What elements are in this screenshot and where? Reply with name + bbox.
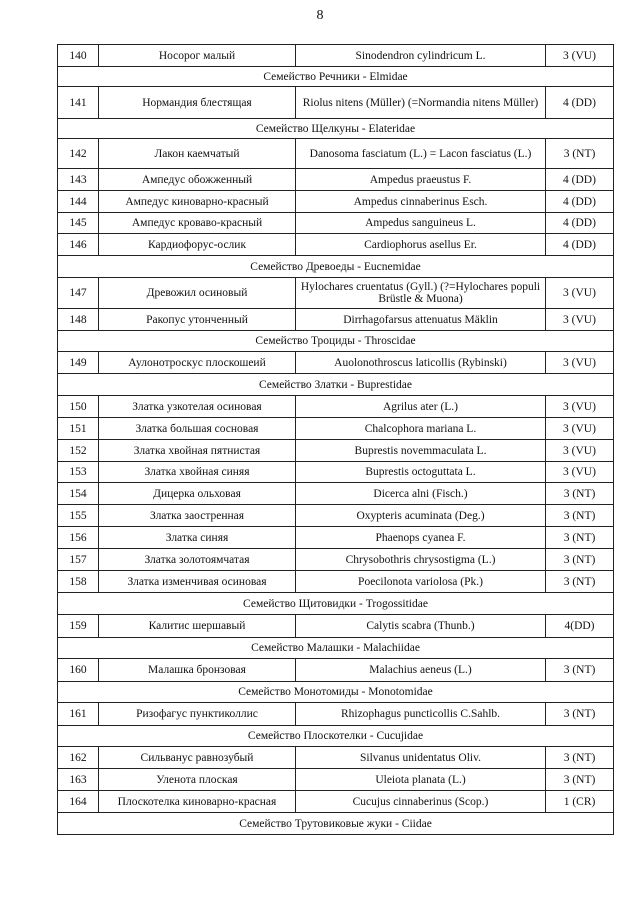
- species-row: [58, 659, 614, 682]
- species-number: 160: [58, 659, 99, 682]
- family-header-row: [58, 638, 614, 659]
- conservation-status: 3 (NT): [546, 139, 614, 169]
- conservation-status: 3 (VU): [546, 462, 614, 483]
- species-row: [58, 703, 614, 726]
- species-row: [58, 571, 614, 593]
- species-row: [58, 45, 614, 67]
- species-number: 162: [58, 747, 99, 769]
- conservation-status: 3 (NT): [546, 747, 614, 769]
- species-number: 141: [58, 87, 99, 119]
- species-russian-name: Златка хвойная синяя: [99, 462, 296, 483]
- species-number: 156: [58, 527, 99, 549]
- species-latin-name: Uleiota planata (L.): [296, 769, 546, 791]
- species-row: [58, 396, 614, 418]
- red-book-species-table: [57, 44, 614, 835]
- conservation-status: 3 (VU): [546, 45, 614, 67]
- species-latin-name: Poecilonota variolosa (Pk.): [296, 571, 546, 593]
- species-number: 147: [58, 278, 99, 309]
- species-number: 159: [58, 615, 99, 638]
- conservation-status: 3 (VU): [546, 278, 614, 309]
- species-russian-name: Ракопус утонченный: [99, 309, 296, 331]
- species-row: [58, 213, 614, 234]
- species-latin-name: Chalcophora mariana L.: [296, 418, 546, 440]
- family-header-row: [58, 331, 614, 352]
- family-name: Семейство Щитовидки - Trogossitidae: [58, 593, 614, 615]
- species-latin-name: Ampedus praeustus F.: [296, 169, 546, 191]
- species-latin-name: Cardiophorus asellus Er.: [296, 234, 546, 256]
- species-russian-name: Носорог малый: [99, 45, 296, 67]
- conservation-status: 4 (DD): [546, 87, 614, 119]
- species-number: 143: [58, 169, 99, 191]
- conservation-status: 4 (DD): [546, 191, 614, 213]
- species-latin-name: Ampedus sanguineus L.: [296, 213, 546, 234]
- species-latin-name: Oxypteris acuminata (Deg.): [296, 505, 546, 527]
- species-row: [58, 418, 614, 440]
- species-row: [58, 191, 614, 213]
- species-row: [58, 234, 614, 256]
- family-header-row: [58, 813, 614, 835]
- species-row: [58, 527, 614, 549]
- species-latin-name: Buprestis novemmaculata L.: [296, 440, 546, 462]
- conservation-status: 4(DD): [546, 615, 614, 638]
- species-latin-name: Riolus nitens (Müller) (=Normandia nitens Müller): [296, 87, 546, 119]
- species-row: [58, 440, 614, 462]
- conservation-status: 4 (DD): [546, 169, 614, 191]
- conservation-status: 3 (NT): [546, 527, 614, 549]
- species-russian-name: Златка заостренная: [99, 505, 296, 527]
- conservation-status: 1 (CR): [546, 791, 614, 813]
- species-row: [58, 615, 614, 638]
- species-row: [58, 87, 614, 119]
- species-latin-name: Hylochares cruentatus (Gyll.) (?=Hylochares populi Brüstle & Muona): [296, 278, 546, 309]
- species-number: 140: [58, 45, 99, 67]
- family-header-row: [58, 119, 614, 139]
- species-row: [58, 549, 614, 571]
- species-number: 150: [58, 396, 99, 418]
- species-number: 164: [58, 791, 99, 813]
- species-number: 161: [58, 703, 99, 726]
- species-latin-name: Dicerca alni (Fisch.): [296, 483, 546, 505]
- species-russian-name: Златка золотоямчатая: [99, 549, 296, 571]
- species-row: [58, 462, 614, 483]
- species-russian-name: Ампедус кроваво-красный: [99, 213, 296, 234]
- species-russian-name: Малашка бронзовая: [99, 659, 296, 682]
- species-latin-name: Dirrhagofarsus attenuatus Mäklin: [296, 309, 546, 331]
- family-name: Семейство Речники - Elmidae: [58, 67, 614, 87]
- family-header-row: [58, 256, 614, 278]
- species-number: 154: [58, 483, 99, 505]
- species-russian-name: Уленота плоская: [99, 769, 296, 791]
- species-number: 142: [58, 139, 99, 169]
- species-latin-name: Buprestis octoguttata L.: [296, 462, 546, 483]
- conservation-status: 3 (VU): [546, 396, 614, 418]
- species-row: [58, 139, 614, 169]
- species-russian-name: Ризофагус пунктиколлис: [99, 703, 296, 726]
- species-latin-name: Sinodendron cylindricum L.: [296, 45, 546, 67]
- family-header-row: [58, 374, 614, 396]
- species-latin-name: Silvanus unidentatus Oliv.: [296, 747, 546, 769]
- page-number: 8: [316, 8, 324, 23]
- species-row: [58, 169, 614, 191]
- family-header-row: [58, 593, 614, 615]
- species-russian-name: Калитис шершавый: [99, 615, 296, 638]
- conservation-status: 3 (NT): [546, 769, 614, 791]
- conservation-status: 3 (NT): [546, 483, 614, 505]
- species-latin-name: Malachius aeneus (L.): [296, 659, 546, 682]
- family-name: Семейство Щелкуны - Elateridae: [58, 119, 614, 139]
- species-number: 155: [58, 505, 99, 527]
- species-number: 146: [58, 234, 99, 256]
- species-latin-name: Danosoma fasciatum (L.) = Lacon fasciatus (L.): [296, 139, 546, 169]
- species-number: 158: [58, 571, 99, 593]
- family-name: Семейство Монотомиды - Monotomidae: [58, 682, 614, 703]
- conservation-status: 3 (VU): [546, 352, 614, 374]
- species-number: 163: [58, 769, 99, 791]
- species-row: [58, 309, 614, 331]
- species-russian-name: Кардиофорус-ослик: [99, 234, 296, 256]
- species-latin-name: Phaenops cyanea F.: [296, 527, 546, 549]
- species-russian-name: Аулонотроскус плоскошеий: [99, 352, 296, 374]
- conservation-status: 4 (DD): [546, 234, 614, 256]
- conservation-status: 3 (NT): [546, 505, 614, 527]
- species-number: 149: [58, 352, 99, 374]
- conservation-status: 3 (NT): [546, 703, 614, 726]
- species-number: 145: [58, 213, 99, 234]
- species-row: [58, 278, 614, 309]
- species-russian-name: Златка большая сосновая: [99, 418, 296, 440]
- species-latin-name: Cucujus cinnaberinus (Scop.): [296, 791, 546, 813]
- species-latin-name: Agrilus ater (L.): [296, 396, 546, 418]
- family-name: Семейство Трутовиковые жуки - Ciidae: [58, 813, 614, 835]
- family-header-row: [58, 682, 614, 703]
- species-row: [58, 747, 614, 769]
- species-number: 151: [58, 418, 99, 440]
- family-name: Семейство Троциды - Throscidae: [58, 331, 614, 352]
- species-russian-name: Нормандия блестящая: [99, 87, 296, 119]
- species-russian-name: Ампедус киноварно-красный: [99, 191, 296, 213]
- species-russian-name: Лакон каемчатый: [99, 139, 296, 169]
- family-header-row: [58, 67, 614, 87]
- species-latin-name: Chrysobothris chrysostigma (L.): [296, 549, 546, 571]
- conservation-status: 3 (NT): [546, 549, 614, 571]
- species-number: 144: [58, 191, 99, 213]
- species-row: [58, 352, 614, 374]
- species-latin-name: Auolonothroscus laticollis (Rybinski): [296, 352, 546, 374]
- conservation-status: 3 (VU): [546, 309, 614, 331]
- family-name: Семейство Златки - Buprestidae: [58, 374, 614, 396]
- conservation-status: 3 (VU): [546, 440, 614, 462]
- family-name: Семейство Малашки - Malachiidae: [58, 638, 614, 659]
- species-number: 157: [58, 549, 99, 571]
- species-russian-name: Златка узкотелая осиновая: [99, 396, 296, 418]
- family-name: Семейство Древоеды - Eucnemidae: [58, 256, 614, 278]
- species-russian-name: Дицерка ольховая: [99, 483, 296, 505]
- species-russian-name: Златка хвойная пятнистая: [99, 440, 296, 462]
- conservation-status: 4 (DD): [546, 213, 614, 234]
- species-russian-name: Златка синяя: [99, 527, 296, 549]
- species-russian-name: Златка изменчивая осиновая: [99, 571, 296, 593]
- species-russian-name: Сильванус равнозубый: [99, 747, 296, 769]
- species-row: [58, 791, 614, 813]
- species-latin-name: Ampedus cinnaberinus Esch.: [296, 191, 546, 213]
- species-row: [58, 505, 614, 527]
- conservation-status: 3 (NT): [546, 659, 614, 682]
- species-latin-name: Rhizophagus puncticollis C.Sahlb.: [296, 703, 546, 726]
- table-body: [58, 45, 614, 835]
- species-russian-name: Плоскотелка киноварно-красная: [99, 791, 296, 813]
- species-latin-name: Calytis scabra (Thunb.): [296, 615, 546, 638]
- conservation-status: 3 (NT): [546, 571, 614, 593]
- species-row: [58, 483, 614, 505]
- species-russian-name: Древожил осиновый: [99, 278, 296, 309]
- family-name: Семейство Плоскотелки - Cucujidae: [58, 726, 614, 747]
- species-number: 148: [58, 309, 99, 331]
- species-number: 152: [58, 440, 99, 462]
- family-header-row: [58, 726, 614, 747]
- species-russian-name: Ампедус обожженный: [99, 169, 296, 191]
- species-row: [58, 769, 614, 791]
- species-number: 153: [58, 462, 99, 483]
- conservation-status: 3 (VU): [546, 418, 614, 440]
